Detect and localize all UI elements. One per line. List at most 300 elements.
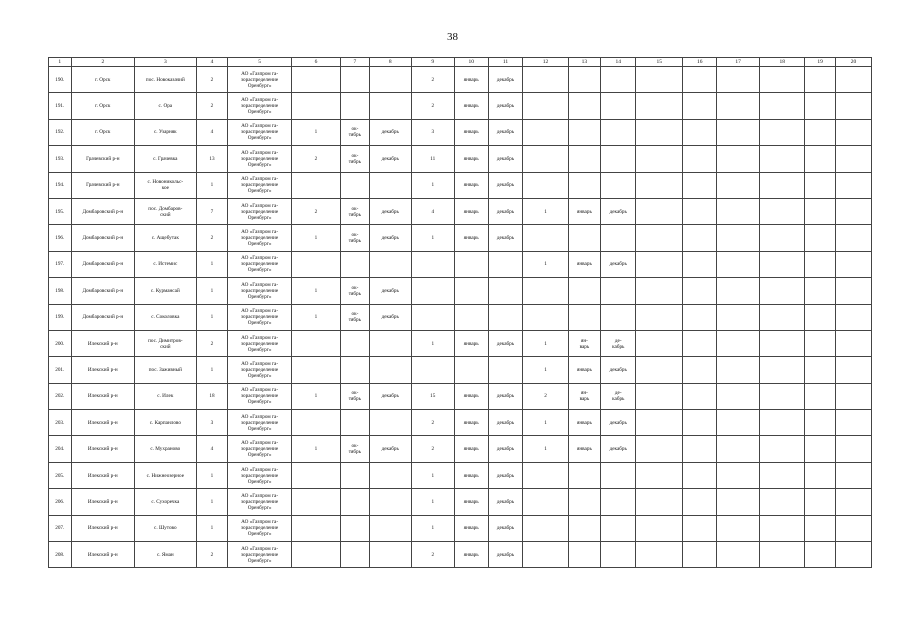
start-month-c-cell bbox=[568, 462, 601, 488]
start-month-c-cell bbox=[568, 542, 601, 568]
col-20-cell bbox=[835, 436, 871, 462]
col-15-cell bbox=[636, 225, 683, 251]
end-month-c-cell: де- кабрь bbox=[601, 330, 636, 356]
start-month-a-cell: ок- тябрь bbox=[341, 198, 370, 224]
settlement-cell: пос. Димитров- ский bbox=[135, 330, 196, 356]
column-header-1: 1 bbox=[49, 58, 72, 67]
end-month-c-cell: декабрь bbox=[601, 357, 636, 383]
settlement-cell: с. Мухраново bbox=[135, 436, 196, 462]
col-17-cell bbox=[717, 410, 760, 436]
column-header-14: 14 bbox=[601, 58, 636, 67]
count-a-cell: 1 bbox=[291, 436, 340, 462]
start-month-a-cell: ок- тябрь bbox=[341, 383, 370, 409]
organization-cell: АО «Газпром га- зораспределение Оренбург» bbox=[228, 304, 292, 330]
district-cell: Грачевский р-н bbox=[71, 146, 135, 172]
start-month-c-cell bbox=[568, 67, 601, 93]
organization-cell: АО «Газпром га- зораспределение Оренбург» bbox=[228, 542, 292, 568]
start-month-c-cell: январь bbox=[568, 198, 601, 224]
count-b-cell: 2 bbox=[411, 542, 454, 568]
end-month-c-cell: декабрь bbox=[601, 436, 636, 462]
col-20-cell bbox=[835, 462, 871, 488]
row-number-cell: 206. bbox=[49, 489, 72, 515]
total-count-cell: 1 bbox=[196, 357, 228, 383]
district-cell: Домбаровский р-н bbox=[71, 304, 135, 330]
count-c-cell: 1 bbox=[523, 436, 568, 462]
start-month-b-cell: январь bbox=[454, 119, 488, 145]
col-19-cell bbox=[805, 225, 836, 251]
count-c-cell: 1 bbox=[523, 330, 568, 356]
col-15-cell bbox=[636, 146, 683, 172]
end-month-a-cell bbox=[369, 67, 411, 93]
start-month-c-cell bbox=[568, 225, 601, 251]
table-row bbox=[49, 172, 872, 198]
count-a-cell bbox=[291, 357, 340, 383]
column-header-15: 15 bbox=[636, 58, 683, 67]
table-row bbox=[49, 146, 872, 172]
district-cell: Илекский р-н bbox=[71, 489, 135, 515]
col-20-cell bbox=[835, 330, 871, 356]
col-20-cell bbox=[835, 67, 871, 93]
row-number-cell: 205. bbox=[49, 462, 72, 488]
settlement-cell: с. Шутово bbox=[135, 515, 196, 541]
col-16-cell bbox=[683, 357, 717, 383]
end-month-c-cell: де- кабрь bbox=[601, 383, 636, 409]
col-20-cell bbox=[835, 172, 871, 198]
column-header-7: 7 bbox=[341, 58, 370, 67]
end-month-c-cell bbox=[601, 93, 636, 119]
count-b-cell bbox=[411, 251, 454, 277]
col-18-cell bbox=[760, 146, 805, 172]
settlement-cell: с. Соколовка bbox=[135, 304, 196, 330]
count-a-cell: 1 bbox=[291, 383, 340, 409]
end-month-b-cell: декабрь bbox=[488, 489, 523, 515]
district-cell: Илекский р-н bbox=[71, 515, 135, 541]
count-c-cell bbox=[523, 542, 568, 568]
col-16-cell bbox=[683, 198, 717, 224]
table-row bbox=[49, 225, 872, 251]
end-month-b-cell: декабрь bbox=[488, 119, 523, 145]
start-month-a-cell bbox=[341, 462, 370, 488]
column-header-20: 20 bbox=[835, 58, 871, 67]
count-c-cell bbox=[523, 489, 568, 515]
total-count-cell: 2 bbox=[196, 93, 228, 119]
col-16-cell bbox=[683, 304, 717, 330]
total-count-cell: 18 bbox=[196, 383, 228, 409]
end-month-a-cell bbox=[369, 410, 411, 436]
organization-cell: АО «Газпром га- зораспределение Оренбург» bbox=[228, 489, 292, 515]
col-20-cell bbox=[835, 383, 871, 409]
start-month-b-cell: январь bbox=[454, 462, 488, 488]
count-a-cell: 2 bbox=[291, 198, 340, 224]
count-a-cell bbox=[291, 515, 340, 541]
row-number-cell: 195. bbox=[49, 198, 72, 224]
col-15-cell bbox=[636, 542, 683, 568]
start-month-b-cell: январь bbox=[454, 198, 488, 224]
district-cell: Илекский р-н bbox=[71, 462, 135, 488]
total-count-cell: 1 bbox=[196, 278, 228, 304]
count-c-cell: 2 bbox=[523, 383, 568, 409]
district-cell: г. Орск bbox=[71, 67, 135, 93]
page-number: 38 bbox=[447, 31, 458, 43]
district-cell: Илекский р-н bbox=[71, 542, 135, 568]
end-month-c-cell bbox=[601, 278, 636, 304]
count-b-cell: 2 bbox=[411, 436, 454, 462]
table-row bbox=[49, 542, 872, 568]
col-18-cell bbox=[760, 225, 805, 251]
col-20-cell bbox=[835, 515, 871, 541]
total-count-cell: 1 bbox=[196, 304, 228, 330]
col-17-cell bbox=[717, 462, 760, 488]
row-number-cell: 204. bbox=[49, 436, 72, 462]
start-month-c-cell bbox=[568, 119, 601, 145]
start-month-a-cell bbox=[341, 251, 370, 277]
district-cell: Домбаровский р-н bbox=[71, 225, 135, 251]
col-17-cell bbox=[717, 278, 760, 304]
col-18-cell bbox=[760, 462, 805, 488]
start-month-a-cell bbox=[341, 357, 370, 383]
count-b-cell: 2 bbox=[411, 67, 454, 93]
table-row bbox=[49, 383, 872, 409]
total-count-cell: 1 bbox=[196, 489, 228, 515]
col-15-cell bbox=[636, 198, 683, 224]
start-month-c-cell: ян- варь bbox=[568, 383, 601, 409]
col-19-cell bbox=[805, 462, 836, 488]
start-month-c-cell: январь bbox=[568, 251, 601, 277]
count-b-cell: 11 bbox=[411, 146, 454, 172]
row-number-cell: 193. bbox=[49, 146, 72, 172]
start-month-b-cell: январь bbox=[454, 67, 488, 93]
col-18-cell bbox=[760, 172, 805, 198]
organization-cell: АО «Газпром га- зораспределение Оренбург» bbox=[228, 146, 292, 172]
column-header-10: 10 bbox=[454, 58, 488, 67]
count-c-cell bbox=[523, 515, 568, 541]
col-17-cell bbox=[717, 67, 760, 93]
col-17-cell bbox=[717, 542, 760, 568]
col-15-cell bbox=[636, 357, 683, 383]
end-month-a-cell: декабрь bbox=[369, 225, 411, 251]
start-month-a-cell: ок- тябрь bbox=[341, 304, 370, 330]
end-month-b-cell: декабрь bbox=[488, 462, 523, 488]
count-a-cell bbox=[291, 251, 340, 277]
column-header-17: 17 bbox=[717, 58, 760, 67]
table-row bbox=[49, 198, 872, 224]
col-18-cell bbox=[760, 67, 805, 93]
col-19-cell bbox=[805, 542, 836, 568]
col-20-cell bbox=[835, 251, 871, 277]
start-month-b-cell bbox=[454, 251, 488, 277]
col-20-cell bbox=[835, 198, 871, 224]
end-month-b-cell bbox=[488, 357, 523, 383]
col-19-cell bbox=[805, 489, 836, 515]
col-16-cell bbox=[683, 146, 717, 172]
end-month-b-cell: декабрь bbox=[488, 410, 523, 436]
district-cell: Домбаровский р-н bbox=[71, 198, 135, 224]
count-c-cell bbox=[523, 304, 568, 330]
end-month-c-cell bbox=[601, 489, 636, 515]
count-a-cell: 1 bbox=[291, 304, 340, 330]
settlement-cell: с. Истемис bbox=[135, 251, 196, 277]
table-row bbox=[49, 278, 872, 304]
col-18-cell bbox=[760, 198, 805, 224]
col-15-cell bbox=[636, 383, 683, 409]
col-18-cell bbox=[760, 489, 805, 515]
start-month-a-cell bbox=[341, 489, 370, 515]
total-count-cell: 2 bbox=[196, 330, 228, 356]
start-month-a-cell bbox=[341, 93, 370, 119]
start-month-b-cell: январь bbox=[454, 146, 488, 172]
start-month-a-cell bbox=[341, 410, 370, 436]
count-c-cell: 1 bbox=[523, 410, 568, 436]
count-c-cell bbox=[523, 278, 568, 304]
settlement-cell: с. Сухоречка bbox=[135, 489, 196, 515]
end-month-c-cell bbox=[601, 515, 636, 541]
row-number-cell: 200. bbox=[49, 330, 72, 356]
district-cell: Илекский р-н bbox=[71, 410, 135, 436]
settlement-cell: с. Карпанлово bbox=[135, 410, 196, 436]
col-15-cell bbox=[636, 489, 683, 515]
col-18-cell bbox=[760, 330, 805, 356]
col-17-cell bbox=[717, 489, 760, 515]
district-cell: Илекский р-н bbox=[71, 357, 135, 383]
end-month-c-cell bbox=[601, 172, 636, 198]
start-month-c-cell: январь bbox=[568, 357, 601, 383]
organization-cell: АО «Газпром га- зораспределение Оренбург» bbox=[228, 436, 292, 462]
settlement-cell: с. Ащебутак bbox=[135, 225, 196, 251]
column-header-5: 5 bbox=[228, 58, 292, 67]
table-row bbox=[49, 304, 872, 330]
column-header-16: 16 bbox=[683, 58, 717, 67]
count-b-cell: 1 bbox=[411, 462, 454, 488]
count-a-cell bbox=[291, 410, 340, 436]
settlement-cell: с. Яман bbox=[135, 542, 196, 568]
start-month-a-cell: ок- тябрь bbox=[341, 146, 370, 172]
end-month-a-cell: декабрь bbox=[369, 278, 411, 304]
organization-cell: АО «Газпром га- зораспределение Оренбург» bbox=[228, 515, 292, 541]
col-16-cell bbox=[683, 489, 717, 515]
col-19-cell bbox=[805, 119, 836, 145]
table-row bbox=[49, 119, 872, 145]
col-18-cell bbox=[760, 410, 805, 436]
organization-cell: АО «Газпром га- зораспределение Оренбург» bbox=[228, 462, 292, 488]
end-month-b-cell: декабрь bbox=[488, 225, 523, 251]
count-a-cell: 1 bbox=[291, 278, 340, 304]
col-17-cell bbox=[717, 146, 760, 172]
start-month-a-cell: ок- тябрь bbox=[341, 225, 370, 251]
start-month-a-cell bbox=[341, 515, 370, 541]
count-b-cell bbox=[411, 357, 454, 383]
start-month-b-cell: январь bbox=[454, 542, 488, 568]
organization-cell: АО «Газпром га- зораспределение Оренбург» bbox=[228, 93, 292, 119]
organization-cell: АО «Газпром га- зораспределение Оренбург» bbox=[228, 357, 292, 383]
end-month-b-cell: декабрь bbox=[488, 67, 523, 93]
table-body bbox=[49, 67, 872, 568]
count-a-cell bbox=[291, 93, 340, 119]
count-b-cell bbox=[411, 278, 454, 304]
end-month-a-cell bbox=[369, 93, 411, 119]
col-19-cell bbox=[805, 410, 836, 436]
col-17-cell bbox=[717, 515, 760, 541]
start-month-a-cell: ок- тябрь bbox=[341, 119, 370, 145]
end-month-a-cell: декабрь bbox=[369, 304, 411, 330]
end-month-b-cell bbox=[488, 304, 523, 330]
row-number-cell: 197. bbox=[49, 251, 72, 277]
start-month-c-cell: январь bbox=[568, 436, 601, 462]
start-month-c-cell bbox=[568, 515, 601, 541]
row-number-cell: 191. bbox=[49, 93, 72, 119]
settlement-cell: пос. Новоказачий bbox=[135, 67, 196, 93]
col-19-cell bbox=[805, 515, 836, 541]
count-c-cell bbox=[523, 225, 568, 251]
end-month-b-cell: декабрь bbox=[488, 330, 523, 356]
district-cell: Грачевский р-н bbox=[71, 172, 135, 198]
start-month-c-cell bbox=[568, 146, 601, 172]
col-19-cell bbox=[805, 146, 836, 172]
district-cell: Илекский р-н bbox=[71, 330, 135, 356]
end-month-b-cell: декабрь bbox=[488, 436, 523, 462]
table-row bbox=[49, 251, 872, 277]
settlement-cell: с. Грачевка bbox=[135, 146, 196, 172]
col-15-cell bbox=[636, 436, 683, 462]
end-month-a-cell bbox=[369, 515, 411, 541]
col-18-cell bbox=[760, 515, 805, 541]
col-16-cell bbox=[683, 119, 717, 145]
col-20-cell bbox=[835, 225, 871, 251]
col-18-cell bbox=[760, 278, 805, 304]
start-month-c-cell bbox=[568, 304, 601, 330]
end-month-a-cell bbox=[369, 462, 411, 488]
settlement-cell: с. Курмансай bbox=[135, 278, 196, 304]
col-16-cell bbox=[683, 383, 717, 409]
district-cell: г. Орск bbox=[71, 93, 135, 119]
col-19-cell bbox=[805, 198, 836, 224]
col-19-cell bbox=[805, 172, 836, 198]
start-month-a-cell bbox=[341, 330, 370, 356]
table-row bbox=[49, 410, 872, 436]
organization-cell: АО «Газпром га- зораспределение Оренбург» bbox=[228, 198, 292, 224]
end-month-a-cell: декабрь bbox=[369, 383, 411, 409]
col-15-cell bbox=[636, 330, 683, 356]
count-b-cell: 3 bbox=[411, 119, 454, 145]
start-month-b-cell: январь bbox=[454, 225, 488, 251]
col-18-cell bbox=[760, 119, 805, 145]
count-b-cell bbox=[411, 304, 454, 330]
col-20-cell bbox=[835, 119, 871, 145]
row-number-cell: 203. bbox=[49, 410, 72, 436]
total-count-cell: 13 bbox=[196, 146, 228, 172]
row-number-cell: 208. bbox=[49, 542, 72, 568]
count-a-cell bbox=[291, 489, 340, 515]
end-month-a-cell: декабрь bbox=[369, 119, 411, 145]
count-b-cell: 4 bbox=[411, 198, 454, 224]
total-count-cell: 2 bbox=[196, 225, 228, 251]
col-17-cell bbox=[717, 383, 760, 409]
count-c-cell bbox=[523, 67, 568, 93]
row-number-cell: 196. bbox=[49, 225, 72, 251]
start-month-b-cell bbox=[454, 278, 488, 304]
start-month-a-cell bbox=[341, 172, 370, 198]
end-month-a-cell bbox=[369, 489, 411, 515]
organization-cell: АО «Газпром га- зораспределение Оренбург» bbox=[228, 119, 292, 145]
col-20-cell bbox=[835, 93, 871, 119]
table-row bbox=[49, 93, 872, 119]
column-header-18: 18 bbox=[760, 58, 805, 67]
col-18-cell bbox=[760, 436, 805, 462]
count-a-cell bbox=[291, 542, 340, 568]
row-number-cell: 207. bbox=[49, 515, 72, 541]
count-c-cell: 1 bbox=[523, 251, 568, 277]
col-16-cell bbox=[683, 278, 717, 304]
col-19-cell bbox=[805, 357, 836, 383]
col-19-cell bbox=[805, 67, 836, 93]
col-17-cell bbox=[717, 198, 760, 224]
organization-cell: АО «Газпром га- зораспределение Оренбург» bbox=[228, 330, 292, 356]
end-month-a-cell: декабрь bbox=[369, 146, 411, 172]
start-month-b-cell bbox=[454, 304, 488, 330]
organization-cell: АО «Газпром га- зораспределение Оренбург» bbox=[228, 67, 292, 93]
col-17-cell bbox=[717, 330, 760, 356]
table-header bbox=[49, 58, 872, 67]
end-month-b-cell: декабрь bbox=[488, 383, 523, 409]
count-b-cell: 1 bbox=[411, 330, 454, 356]
count-b-cell: 2 bbox=[411, 93, 454, 119]
settlement-cell: пос. Домбаров- ский bbox=[135, 198, 196, 224]
col-19-cell bbox=[805, 278, 836, 304]
col-15-cell bbox=[636, 410, 683, 436]
row-number-cell: 198. bbox=[49, 278, 72, 304]
col-19-cell bbox=[805, 330, 836, 356]
col-19-cell bbox=[805, 304, 836, 330]
count-c-cell: 1 bbox=[523, 198, 568, 224]
start-month-b-cell: январь bbox=[454, 93, 488, 119]
col-18-cell bbox=[760, 251, 805, 277]
start-month-c-cell: ян- варь bbox=[568, 330, 601, 356]
col-20-cell bbox=[835, 278, 871, 304]
col-16-cell bbox=[683, 172, 717, 198]
col-18-cell bbox=[760, 542, 805, 568]
end-month-c-cell bbox=[601, 462, 636, 488]
gasification-schedule-table bbox=[48, 57, 872, 568]
col-19-cell bbox=[805, 436, 836, 462]
row-number-cell: 194. bbox=[49, 172, 72, 198]
column-header-19: 19 bbox=[805, 58, 836, 67]
organization-cell: АО «Газпром га- зораспределение Оренбург» bbox=[228, 410, 292, 436]
count-c-cell bbox=[523, 119, 568, 145]
column-header-4: 4 bbox=[196, 58, 228, 67]
start-month-b-cell: январь bbox=[454, 172, 488, 198]
district-cell: Илекский р-н bbox=[71, 436, 135, 462]
col-16-cell bbox=[683, 330, 717, 356]
end-month-b-cell bbox=[488, 278, 523, 304]
district-cell: Домбаровский р-н bbox=[71, 251, 135, 277]
start-month-b-cell bbox=[454, 357, 488, 383]
column-header-2: 2 bbox=[71, 58, 135, 67]
table-row bbox=[49, 330, 872, 356]
column-number-row bbox=[49, 58, 872, 67]
start-month-b-cell: январь bbox=[454, 436, 488, 462]
col-15-cell bbox=[636, 251, 683, 277]
count-a-cell: 1 bbox=[291, 225, 340, 251]
settlement-cell: пос. Заживный bbox=[135, 357, 196, 383]
count-a-cell bbox=[291, 330, 340, 356]
table-row bbox=[49, 489, 872, 515]
col-20-cell bbox=[835, 146, 871, 172]
end-month-b-cell: декабрь bbox=[488, 198, 523, 224]
column-header-13: 13 bbox=[568, 58, 601, 67]
table-row bbox=[49, 357, 872, 383]
total-count-cell: 1 bbox=[196, 515, 228, 541]
start-month-c-cell bbox=[568, 278, 601, 304]
settlement-cell: с. Узарняк bbox=[135, 119, 196, 145]
